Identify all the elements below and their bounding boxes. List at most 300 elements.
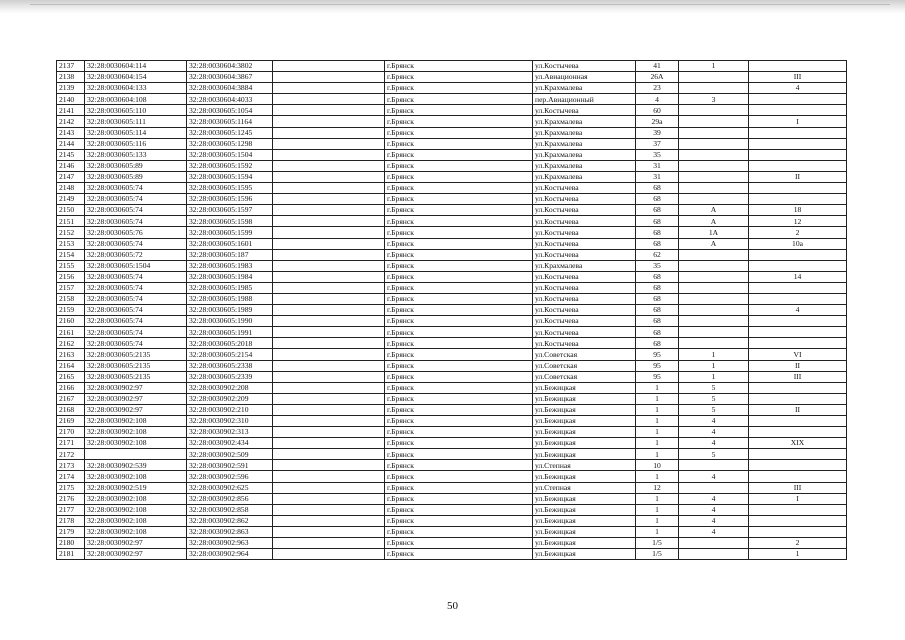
street-cell: ул.Костычева [533,183,636,194]
blank-cell-cell [273,216,385,227]
street-cell: ул.Костычева [533,327,636,338]
premises-number-cell [749,504,847,515]
house-number-cell: 37 [636,138,679,149]
blank-cell-cell [273,205,385,216]
building-number-cell [679,105,749,116]
row-number-cell: 2157 [57,282,85,293]
row-number-cell: 2177 [57,504,85,515]
city-cell: г.Брянск [385,404,533,415]
registry-table [56,60,847,560]
premises-number-cell: III [749,482,847,493]
city-cell: г.Брянск [385,349,533,360]
table-row [57,83,847,94]
house-number-cell: 1 [636,393,679,404]
object-cadastral-number-cell: 32:28:0030902:209 [187,393,273,404]
building-number-cell: 4 [679,504,749,515]
building-number-cell [679,549,749,560]
land-cadastral-number-cell: 32:28:0030605:74 [85,293,187,304]
land-cadastral-number-cell: 32:28:0030902:108 [85,416,187,427]
building-number-cell [679,249,749,260]
table-row [57,171,847,182]
row-number-cell: 2175 [57,482,85,493]
row-number-cell: 2137 [57,61,85,72]
street-cell: ул.Советская [533,360,636,371]
row-number-cell: 2164 [57,360,85,371]
object-cadastral-number-cell: 32:28:0030605:1991 [187,327,273,338]
table-row [57,371,847,382]
land-cadastral-number-cell: 32:28:0030605:2135 [85,371,187,382]
city-cell: г.Брянск [385,171,533,182]
city-cell: г.Брянск [385,94,533,105]
object-cadastral-number-cell: 32:28:0030902:210 [187,404,273,415]
city-cell: г.Брянск [385,293,533,304]
land-cadastral-number-cell: 32:28:0030604:114 [85,61,187,72]
blank-cell-cell [273,260,385,271]
object-cadastral-number-cell: 32:28:0030605:1245 [187,127,273,138]
street-cell: ул.Бежицкая [533,515,636,526]
blank-cell-cell [273,349,385,360]
building-number-cell: 5 [679,382,749,393]
street-cell: ул.Бежицкая [533,449,636,460]
premises-number-cell: II [749,404,847,415]
building-number-cell [679,183,749,194]
building-number-cell: 5 [679,449,749,460]
city-cell: г.Брянск [385,515,533,526]
building-number-cell: 1 [679,371,749,382]
street-cell: ул.Костычева [533,305,636,316]
object-cadastral-number-cell: 32:28:0030605:187 [187,249,273,260]
object-cadastral-number-cell: 32:28:0030604:3867 [187,72,273,83]
object-cadastral-number-cell: 32:28:0030605:1990 [187,316,273,327]
table-row [57,427,847,438]
house-number-cell: 31 [636,171,679,182]
scan-edge-shadow [0,0,905,14]
house-number-cell: 68 [636,227,679,238]
city-cell: г.Брянск [385,482,533,493]
premises-number-cell [749,526,847,537]
city-cell: г.Брянск [385,393,533,404]
premises-number-cell [749,427,847,438]
table-row [57,316,847,327]
premises-number-cell [749,160,847,171]
object-cadastral-number-cell: 32:28:0030902:963 [187,538,273,549]
house-number-cell: 1 [636,438,679,449]
object-cadastral-number-cell: 32:28:0030902:591 [187,460,273,471]
house-number-cell: 35 [636,149,679,160]
table-row [57,549,847,560]
street-cell: ул.Крахмалева [533,116,636,127]
city-cell: г.Брянск [385,382,533,393]
land-cadastral-number-cell: 32:28:0030902:97 [85,549,187,560]
city-cell: г.Брянск [385,460,533,471]
blank-cell-cell [273,504,385,515]
table-row [57,305,847,316]
object-cadastral-number-cell: 32:28:0030605:1985 [187,282,273,293]
building-number-cell [679,116,749,127]
row-number-cell: 2156 [57,271,85,282]
land-cadastral-number-cell: 32:28:0030605:110 [85,105,187,116]
house-number-cell: 1 [636,449,679,460]
building-number-cell [679,538,749,549]
building-number-cell: 4 [679,526,749,537]
land-cadastral-number-cell: 32:28:0030605:133 [85,149,187,160]
object-cadastral-number-cell: 32:28:0030604:4033 [187,94,273,105]
land-cadastral-number-cell: 32:28:0030605:2135 [85,349,187,360]
premises-number-cell: 1 [749,549,847,560]
premises-number-cell: VI [749,349,847,360]
street-cell: ул.Бежицкая [533,382,636,393]
house-number-cell: 4 [636,94,679,105]
street-cell: ул.Степная [533,460,636,471]
city-cell: г.Брянск [385,493,533,504]
row-number-cell: 2139 [57,83,85,94]
land-cadastral-number-cell: 32:28:0030902:97 [85,538,187,549]
blank-cell-cell [273,382,385,393]
street-cell: ул.Костычева [533,205,636,216]
row-number-cell: 2167 [57,393,85,404]
city-cell: г.Брянск [385,61,533,72]
object-cadastral-number-cell: 32:28:0030605:1054 [187,105,273,116]
object-cadastral-number-cell: 32:28:0030902:964 [187,549,273,560]
city-cell: г.Брянск [385,449,533,460]
premises-number-cell: 4 [749,83,847,94]
city-cell: г.Брянск [385,249,533,260]
row-number-cell: 2158 [57,293,85,304]
building-number-cell [679,194,749,205]
premises-number-cell [749,416,847,427]
building-number-cell [679,482,749,493]
blank-cell-cell [273,138,385,149]
blank-cell-cell [273,227,385,238]
blank-cell-cell [273,316,385,327]
table-row [57,438,847,449]
land-cadastral-number-cell: 32:28:0030605:74 [85,305,187,316]
land-cadastral-number-cell: 32:28:0030902:108 [85,493,187,504]
house-number-cell: 68 [636,183,679,194]
land-cadastral-number-cell: 32:28:0030902:108 [85,471,187,482]
object-cadastral-number-cell: 32:28:0030902:434 [187,438,273,449]
city-cell: г.Брянск [385,438,533,449]
street-cell: ул.Бежицкая [533,504,636,515]
building-number-cell: А [679,216,749,227]
blank-cell-cell [273,538,385,549]
building-number-cell [679,138,749,149]
premises-number-cell [749,393,847,404]
city-cell: г.Брянск [385,72,533,83]
table-row [57,249,847,260]
building-number-cell: 4 [679,493,749,504]
object-cadastral-number-cell: 32:28:0030902:208 [187,382,273,393]
house-number-cell: 1 [636,471,679,482]
street-cell: ул.Советская [533,349,636,360]
premises-number-cell [749,327,847,338]
object-cadastral-number-cell: 32:28:0030605:2018 [187,338,273,349]
city-cell: г.Брянск [385,327,533,338]
city-cell: г.Брянск [385,83,533,94]
row-number-cell: 2155 [57,260,85,271]
object-cadastral-number-cell: 32:28:0030605:1592 [187,160,273,171]
house-number-cell: 1 [636,416,679,427]
blank-cell-cell [273,183,385,194]
building-number-cell [679,271,749,282]
object-cadastral-number-cell: 32:28:0030902:310 [187,416,273,427]
land-cadastral-number-cell: 32:28:0030604:154 [85,72,187,83]
row-number-cell: 2142 [57,116,85,127]
street-cell: ул.Крахмалева [533,171,636,182]
premises-number-cell: II [749,360,847,371]
city-cell: г.Брянск [385,194,533,205]
table-row [57,282,847,293]
street-cell: ул.Крахмалева [533,260,636,271]
building-number-cell [679,316,749,327]
blank-cell-cell [273,482,385,493]
land-cadastral-number-cell: 32:28:0030605:74 [85,183,187,194]
table-row [57,404,847,415]
land-cadastral-number-cell: 32:28:0030605:111 [85,116,187,127]
street-cell: ул.Крахмалева [533,127,636,138]
city-cell: г.Брянск [385,427,533,438]
blank-cell-cell [273,149,385,160]
house-number-cell: 1 [636,493,679,504]
land-cadastral-number-cell: 32:28:0030605:114 [85,127,187,138]
object-cadastral-number-cell: 32:28:0030902:862 [187,515,273,526]
table-row [57,205,847,216]
premises-number-cell: I [749,116,847,127]
land-cadastral-number-cell: 32:28:0030902:108 [85,438,187,449]
land-cadastral-number-cell: 32:28:0030902:97 [85,404,187,415]
scan-streak [30,4,890,5]
house-number-cell: 68 [636,305,679,316]
object-cadastral-number-cell: 32:28:0030605:1984 [187,271,273,282]
building-number-cell: 1 [679,349,749,360]
building-number-cell [679,127,749,138]
house-number-cell: 23 [636,83,679,94]
house-number-cell: 1 [636,404,679,415]
street-cell: ул.Бежицкая [533,538,636,549]
city-cell: г.Брянск [385,116,533,127]
house-number-cell: 1 [636,382,679,393]
city-cell: г.Брянск [385,205,533,216]
city-cell: г.Брянск [385,216,533,227]
building-number-cell: 1А [679,227,749,238]
premises-number-cell: XIX [749,438,847,449]
land-cadastral-number-cell: 32:28:0030605:74 [85,205,187,216]
house-number-cell: 29а [636,116,679,127]
city-cell: г.Брянск [385,316,533,327]
building-number-cell: А [679,238,749,249]
building-number-cell: 5 [679,393,749,404]
house-number-cell: 1 [636,515,679,526]
building-number-cell: 1 [679,360,749,371]
object-cadastral-number-cell: 32:28:0030605:2339 [187,371,273,382]
object-cadastral-number-cell: 32:28:0030605:1601 [187,238,273,249]
street-cell: ул.Костычева [533,227,636,238]
land-cadastral-number-cell: 32:28:0030605:2135 [85,360,187,371]
house-number-cell: 1/5 [636,549,679,560]
table-row [57,538,847,549]
house-number-cell: 1 [636,526,679,537]
row-number-cell: 2145 [57,149,85,160]
object-cadastral-number-cell: 32:28:0030902:313 [187,427,273,438]
land-cadastral-number-cell: 32:28:0030605:74 [85,327,187,338]
premises-number-cell [749,127,847,138]
street-cell: пер.Авиационный [533,94,636,105]
table-row [57,72,847,83]
land-cadastral-number-cell: 32:28:0030605:74 [85,238,187,249]
land-cadastral-number-cell: 32:28:0030902:97 [85,393,187,404]
street-cell: ул.Бежицкая [533,471,636,482]
building-number-cell: А [679,205,749,216]
object-cadastral-number-cell: 32:28:0030605:1594 [187,171,273,182]
building-number-cell: 4 [679,416,749,427]
premises-number-cell [749,94,847,105]
street-cell: ул.Крахмалева [533,160,636,171]
house-number-cell: 68 [636,293,679,304]
blank-cell-cell [273,61,385,72]
table-row [57,515,847,526]
row-number-cell: 2162 [57,338,85,349]
object-cadastral-number-cell: 32:28:0030604:3884 [187,83,273,94]
premises-number-cell: 2 [749,227,847,238]
building-number-cell [679,83,749,94]
house-number-cell: 1 [636,504,679,515]
blank-cell-cell [273,194,385,205]
house-number-cell: 62 [636,249,679,260]
row-number-cell: 2178 [57,515,85,526]
table-row [57,271,847,282]
street-cell: ул.Бежицкая [533,526,636,537]
city-cell: г.Брянск [385,416,533,427]
row-number-cell: 2159 [57,305,85,316]
object-cadastral-number-cell: 32:28:0030902:863 [187,526,273,537]
building-number-cell: 4 [679,427,749,438]
house-number-cell: 95 [636,371,679,382]
blank-cell-cell [273,493,385,504]
street-cell: ул.Костычева [533,194,636,205]
table-row [57,138,847,149]
row-number-cell: 2181 [57,549,85,560]
table-row [57,382,847,393]
street-cell: ул.Бежицкая [533,416,636,427]
house-number-cell: 95 [636,349,679,360]
blank-cell-cell [273,171,385,182]
city-cell: г.Брянск [385,549,533,560]
row-number-cell: 2152 [57,227,85,238]
blank-cell-cell [273,338,385,349]
building-number-cell [679,72,749,83]
city-cell: г.Брянск [385,338,533,349]
premises-number-cell [749,515,847,526]
row-number-cell: 2176 [57,493,85,504]
land-cadastral-number-cell: 32:28:0030604:108 [85,94,187,105]
blank-cell-cell [273,271,385,282]
street-cell: ул.Костычева [533,293,636,304]
table-row [57,504,847,515]
street-cell: ул.Костычева [533,316,636,327]
premises-number-cell: III [749,371,847,382]
row-number-cell: 2140 [57,94,85,105]
row-number-cell: 2141 [57,105,85,116]
object-cadastral-number-cell: 32:28:0030605:2338 [187,360,273,371]
blank-cell-cell [273,238,385,249]
object-cadastral-number-cell: 32:28:0030902:509 [187,449,273,460]
row-number-cell: 2160 [57,316,85,327]
table-row [57,349,847,360]
house-number-cell: 60 [636,105,679,116]
land-cadastral-number-cell: 32:28:0030605:1504 [85,260,187,271]
row-number-cell: 2173 [57,460,85,471]
building-number-cell [679,282,749,293]
street-cell: ул.Бежицкая [533,393,636,404]
street-cell: ул.Авиационная [533,72,636,83]
building-number-cell: 4 [679,515,749,526]
row-number-cell: 2161 [57,327,85,338]
premises-number-cell: 2 [749,538,847,549]
building-number-cell: 5 [679,404,749,415]
city-cell: г.Брянск [385,138,533,149]
building-number-cell [679,327,749,338]
row-number-cell: 2138 [57,72,85,83]
street-cell: ул.Костычева [533,271,636,282]
table-row [57,127,847,138]
blank-cell-cell [273,471,385,482]
premises-number-cell: 4 [749,305,847,316]
premises-number-cell: 10а [749,238,847,249]
premises-number-cell: II [749,171,847,182]
premises-number-cell [749,460,847,471]
blank-cell-cell [273,371,385,382]
land-cadastral-number-cell: 32:28:0030605:74 [85,338,187,349]
blank-cell-cell [273,360,385,371]
table-row [57,482,847,493]
city-cell: г.Брянск [385,526,533,537]
street-cell: ул.Костычева [533,282,636,293]
city-cell: г.Брянск [385,471,533,482]
table-row [57,360,847,371]
blank-cell-cell [273,282,385,293]
premises-number-cell [749,282,847,293]
city-cell: г.Брянск [385,538,533,549]
table-row [57,183,847,194]
object-cadastral-number-cell: 32:28:0030605:1983 [187,260,273,271]
city-cell: г.Брянск [385,160,533,171]
city-cell: г.Брянск [385,238,533,249]
blank-cell-cell [273,83,385,94]
page-number: 50 [447,600,458,612]
street-cell: ул.Костычева [533,61,636,72]
building-number-cell [679,260,749,271]
land-cadastral-number-cell: 32:28:0030605:116 [85,138,187,149]
land-cadastral-number-cell: 32:28:0030902:97 [85,382,187,393]
city-cell: г.Брянск [385,504,533,515]
premises-number-cell: III [749,72,847,83]
blank-cell-cell [273,160,385,171]
city-cell: г.Брянск [385,105,533,116]
house-number-cell: 1/5 [636,538,679,549]
table-row [57,260,847,271]
building-number-cell [679,149,749,160]
house-number-cell: 68 [636,271,679,282]
street-cell: ул.Костычева [533,105,636,116]
street-cell: ул.Костычева [533,338,636,349]
blank-cell-cell [273,404,385,415]
building-number-cell: 1 [679,61,749,72]
land-cadastral-number-cell: 32:28:0030604:133 [85,83,187,94]
premises-number-cell [749,194,847,205]
land-cadastral-number-cell: 32:28:0030902:108 [85,515,187,526]
row-number-cell: 2163 [57,349,85,360]
row-number-cell: 2170 [57,427,85,438]
